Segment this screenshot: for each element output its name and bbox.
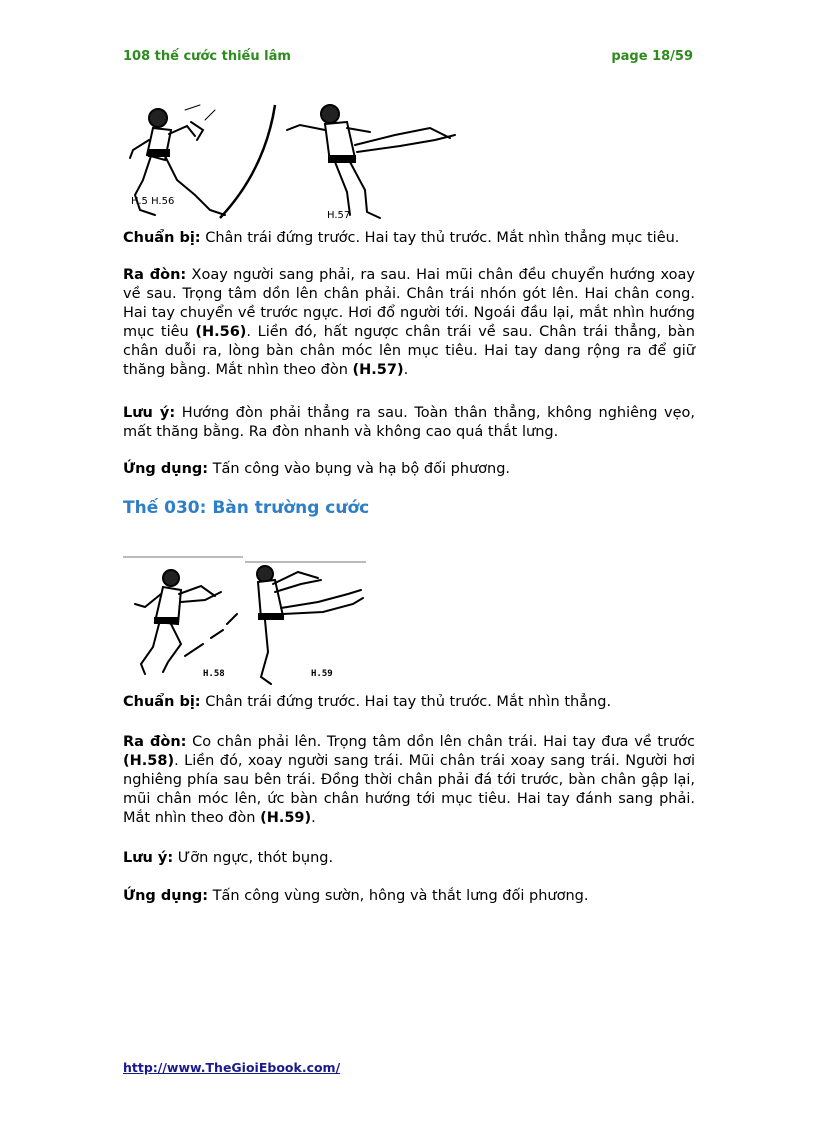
paragraph-chuan-bi-1: Chuẩn bị: Chân trái đứng trước. Hai tay thủ trước. Mắt nhìn thẳng mục tiêu. xyxy=(123,230,680,246)
figure-h58-h59 xyxy=(123,552,373,692)
figure-label-h59: H.59 xyxy=(311,669,333,679)
footer-website-link[interactable]: http://www.TheGioiEbook.com/ xyxy=(123,1060,341,1075)
paragraph-ra-don-1: Ra đòn: Xoay người sang phải, ra sau. Hai mũi chân đều chuyển hướng xoay về sau. Trọng tâm dồn lên chân phải. Chân trái nhón gót lên. Hai chân cong. Hai tay chuyển về trước ngực. Hơi đổ người tới. Ngoái đầu lại, mắt nhìn hướng mục tiêu (H.56). Liền đó, hất ngược chân trái về sau. Chân trái thẳng, bàn chân duỗi ra, lòng bàn chân móc lên mục tiêu. Hai tay dang rộng ra để giữ thăng bằng. Mắt nhìn theo đòn (H.57). xyxy=(123,267,695,378)
paragraph-luu-y-2: Lưu ý: Ưỡn ngực, thót bụng. xyxy=(123,850,334,866)
label-ung-dung-1: Ứng dụng: xyxy=(123,461,209,477)
figure-label-h58: H.58 xyxy=(203,669,225,679)
paragraph-ung-dung-2: Ứng dụng: Tấn công vùng sườn, hông và thắt lưng đối phương. xyxy=(123,888,589,904)
label-luu-y-2: Lưu ý: xyxy=(123,850,174,866)
figure-label-h57: H.57 xyxy=(327,210,351,221)
figure-label-h56: H.5 H.56 xyxy=(131,196,175,207)
label-chuan-bi-2: Chuẩn bị: xyxy=(123,694,201,710)
label-luu-y-1: Lưu ý: xyxy=(123,405,176,421)
label-ra-don-2: Ra đòn: xyxy=(123,734,187,750)
fighter-h58-illustration xyxy=(135,570,237,674)
label-ung-dung-2: Ứng dụng: xyxy=(123,888,209,904)
fighter-h57-illustration xyxy=(287,105,455,218)
paragraph-ra-don-2: Ra đòn: Co chân phải lên. Trọng tâm dồn lên chân trái. Hai tay đưa về trước (H.58). Liền đó, xoay người sang trái. Mũi chân trái xoay sang trái. Người hơi nghiêng phía sau bên trái. Đồng thời chân phải đá tới trước, bàn chân gập lại, mũi chân móc lên, ức bàn chân hướng tới mục tiêu. Hai tay đánh sang phải. Mắt nhìn theo đòn (H.59). xyxy=(123,734,695,826)
kick-arc-line xyxy=(220,105,275,218)
label-ra-don-1: Ra đòn: xyxy=(123,267,187,283)
figure-h56-h57 xyxy=(125,100,475,225)
book-title: 108 thế cước thiếu lâm xyxy=(123,49,291,64)
paragraph-luu-y-1: Lưu ý: Hướng đòn phải thẳng ra sau. Toàn thân thẳng, không nghiêng vẹo, mất thăng bằng. Ra đòn nhanh và không cao quá thắt lưng. xyxy=(123,405,695,440)
section-heading-the-030: Thế 030: Bàn trường cước xyxy=(123,498,370,518)
label-chuan-bi-1: Chuẩn bị: xyxy=(123,230,201,246)
paragraph-chuan-bi-2: Chuẩn bị: Chân trái đứng trước. Hai tay thủ trước. Mắt nhìn thẳng. xyxy=(123,694,612,710)
paragraph-ung-dung-1: Ứng dụng: Tấn công vào bụng và hạ bộ đối phương. xyxy=(123,461,511,477)
fighter-h59-illustration xyxy=(257,566,363,684)
page-header xyxy=(123,49,693,67)
page-number: page 18/59 xyxy=(611,49,693,64)
